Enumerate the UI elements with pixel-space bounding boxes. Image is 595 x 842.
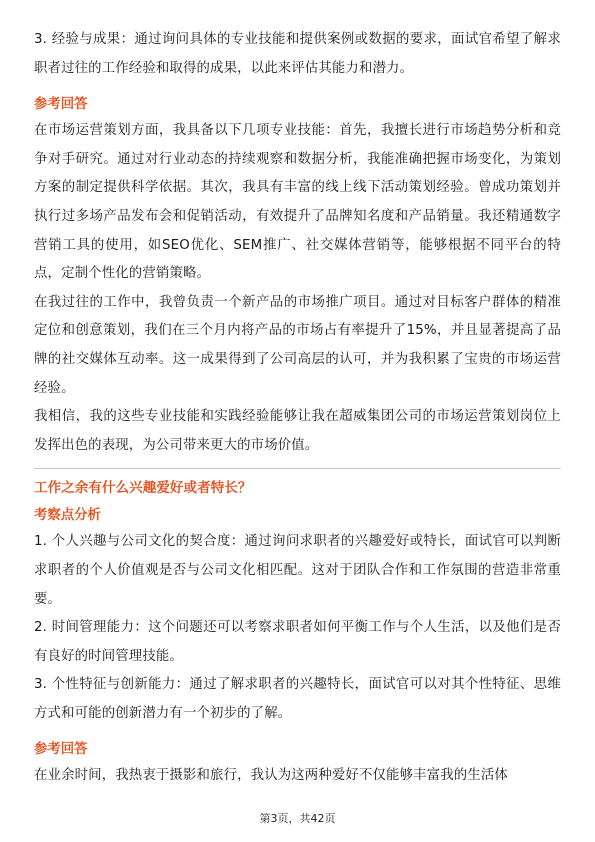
reference-answer-label: 参考回答 — [34, 97, 88, 113]
analysis-label: 考察点分析 — [34, 508, 101, 524]
analysis-item-time-management: 2. 时间管理能力：这个问题还可以考察求职者如何平衡工作与个人生活，以及他们是否有良好的时间管理技能。 — [34, 620, 561, 664]
page-number: 第3页，共42页 — [259, 812, 336, 825]
section-divider — [34, 468, 561, 469]
answer-paragraph-hobbies: 在业余时间，我热衷于摄影和旅行，我认为这两种爱好不仅能够丰富我的生活体 — [34, 768, 508, 784]
experience-results-item: 3. 经验与成果：通过询问具体的专业技能和提供案例或数据的要求，面试官希望了解求职者过往的工作经验和取得的成果，以此来评估其能力和潜力。 — [34, 32, 561, 76]
document-page — [34, 26, 561, 791]
answer-paragraph-conclusion: 我相信，我的这些专业技能和实践经验能够让我在超威集团公司的市场运营策划岗位上发挥出色的表现，为公司带来更大的市场价值。 — [34, 409, 561, 453]
analysis-item-culture-fit: 1. 个人兴趣与公司文化的契合度：通过询问求职者的兴趣爱好或特长，面试官可以判断求职者的个人价值观是否与公司文化相匹配。这对于团队合作和工作氛围的营造非常重要。 — [34, 534, 561, 607]
analysis-item-personality-innovation: 3. 个性特征与创新能力：通过了解求职者的兴趣特长，面试官可以对其个性特征、思维方式和可能的创新潜力有一个初步的了解。 — [34, 677, 561, 721]
answer-paragraph-skills: 在市场运营策划方面，我具备以下几项专业技能：首先，我擅长进行市场趋势分析和竞争对手研究。通过对行业动态的持续观察和数据分析，我能准确把握市场变化，为策划方案的制定提供科学依据。其次，我具有丰富的线上线下活动策划经验。曾成功策划并执行过多场产品发布会和促销活动，有效提升了品牌知名度和产品销量。我还精通数字营销工具的使用，如SEO优化、SEM推广、社交媒体营销等，能够根据不同平台的特点，定制个性化的营销策略。 — [34, 123, 561, 282]
reference-answer-label-2: 参考回答 — [34, 742, 88, 758]
interview-question: 工作之余有什么兴趣爱好或者特长？ — [34, 480, 252, 497]
answer-paragraph-experience: 在我过往的工作中，我曾负责一个新产品的市场推广项目。通过对目标客户群体的精准定位和创意策划，我们在三个月内将产品的市场占有率提升了15%，并且显著提高了品牌的社交媒体互动率。这一成果得到了公司高层的认可，并为我积累了宝贵的市场运营经验。 — [34, 294, 561, 396]
